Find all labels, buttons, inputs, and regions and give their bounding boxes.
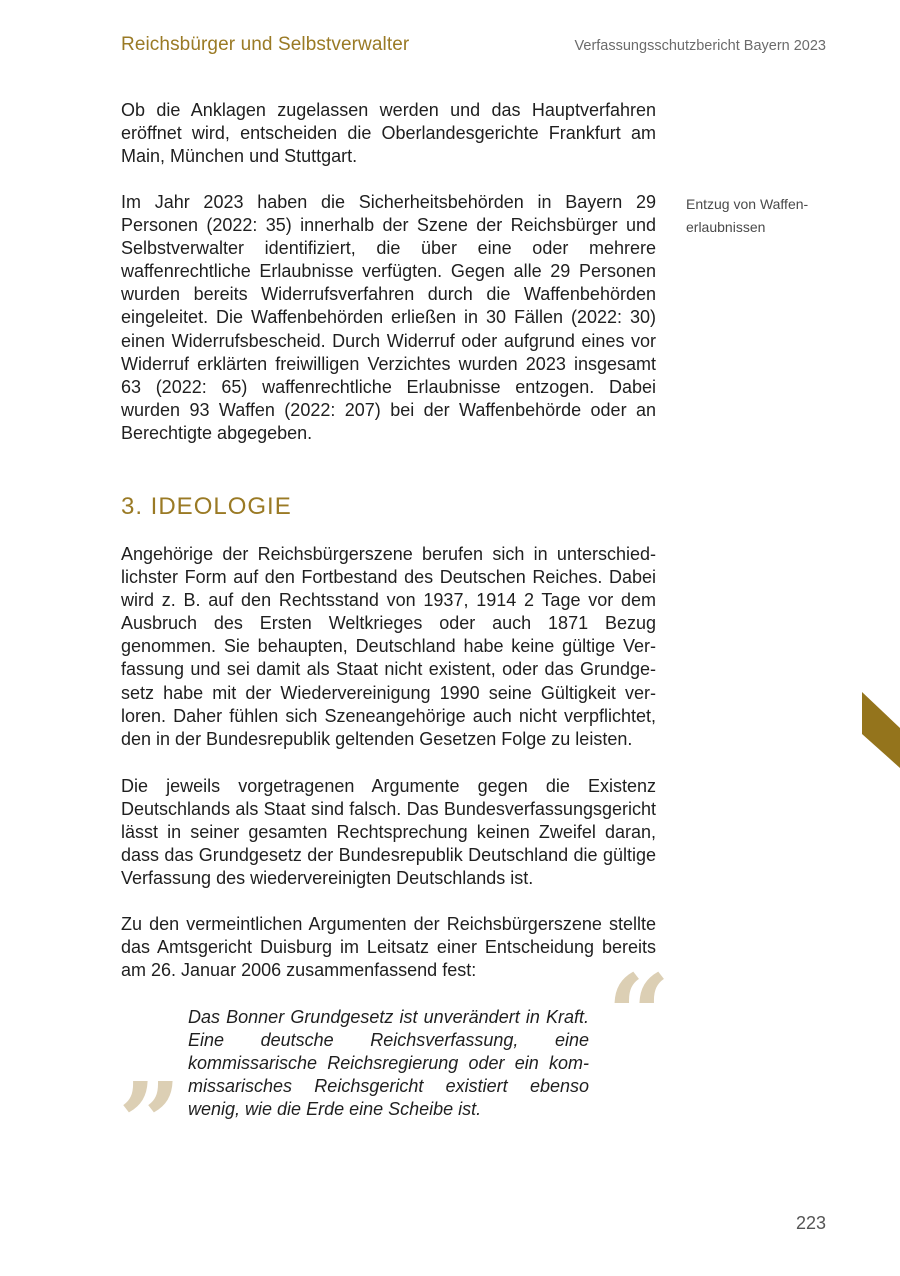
paragraph-weapons-permits [121, 191, 656, 445]
chapter-tab-marker [862, 692, 900, 768]
margin-note-line: Entzug von Waffen- [686, 196, 809, 212]
running-header-section: Reichsbürger und Selbstverwalter [121, 34, 410, 55]
opening-quote-mark: “ [607, 950, 671, 1079]
section-heading: 3. IDEOLOGIE [121, 493, 292, 520]
paragraph-arguments [121, 775, 656, 890]
paragraph-text: Ob die Anklagen zugelassen werden und das Hauptverfahren eröffnet wird, entscheiden die Oberlandesgerichte Frankfurt am Main, München und Stuttgart. [121, 100, 656, 167]
paragraph-court-intro [121, 913, 656, 982]
paragraph-text: Die jeweils vorgetragenen Argumente gegen die Existenz Deutschlands als Staat sind falsch. Das Bundesverfassungsgericht lässt in seiner gesamten Rechtsprechung keinen Zweifel daran, dass das Grundgesetz der Bundesrepublik Deutschland die gültige Verfassung des wiedervereinigten Deutschlands ist. [121, 776, 656, 889]
paragraph-text: Im Jahr 2023 haben die Sicherheitsbehörden in Bayern 29 Personen (2022: 35) innerhalb der Szene der Reichsbürger und Selbstverwalter identifiziert, die über eine oder mehrere waffenrechtliche Erlaubnisse verfügten. Gegen alle 29 Personen wurden bereits Widerrufsverfahren durch die Waffenbehörden eingeleitet. Die Waffenbehörden erließen in 30 Fällen (2022: 30) einen Widerrufsbescheid. Durch Widerruf oder aufgrund eines vor Widerruf erklärten freiwilligen Verzichtes wurden 2023 insgesamt 63 (2022: 65) waffenrechtliche Erlaubnisse entzogen. Dabei wurden 93 Waffen (2022: 207) bei der Waffenbehörde oder an Berechtigte abgegeben. [121, 192, 656, 443]
margin-note [686, 193, 836, 238]
paragraph-text: Zu den vermeintlichen Argumenten der Reichsbürgerszene stellte das Amtsgericht Duisburg im Leitsatz einer Entscheidung bereits am 26. Januar 2006 zusammenfassend fest: [121, 914, 656, 981]
paragraph-ideology [121, 543, 656, 751]
court-quote: Das Bonner Grundgesetz ist unverändert in Kraft. Eine deutsche Reichsverfassung, eine kommissarische Reichsregierung oder ein kommissarisches Reichsgericht existiert ebenso wenig, wie die Erde eine Scheibe ist. [188, 1007, 589, 1120]
margin-note-line: erlaubnissen [686, 218, 766, 235]
paragraph-text: Angehörige der Reichsbürgerszene berufen sich in unterschiedlichster Form auf den Fortbestand des Deutschen Reiches. Dabei wird z. B. auf den Rechtsstand von 1937, 1914 2 Tage vor dem Ausbruch des Ersten Weltkrieges oder auch 1871 Bezug genommen. Sie behaupten, Deutschland habe keine gültige Verfassung und sei damit als Staat nicht existent, oder das Grundgesetz habe mit der Wiedervereinigung 1990 seine Gültigkeit verloren. Daher fühlen sich Szeneangehörige auch nicht verpflichtet, den in der Bundesrepublik geltenden Gesetzen Folge zu leisten. [121, 544, 656, 749]
chapter-tab-shape [862, 692, 900, 768]
closing-quote-mark: ” [118, 1058, 182, 1187]
paragraph-indictments [121, 99, 656, 168]
running-header-report: Verfassungsschutzbericht Bayern 2023 [574, 38, 826, 54]
page-number: 223 [795, 1213, 826, 1233]
